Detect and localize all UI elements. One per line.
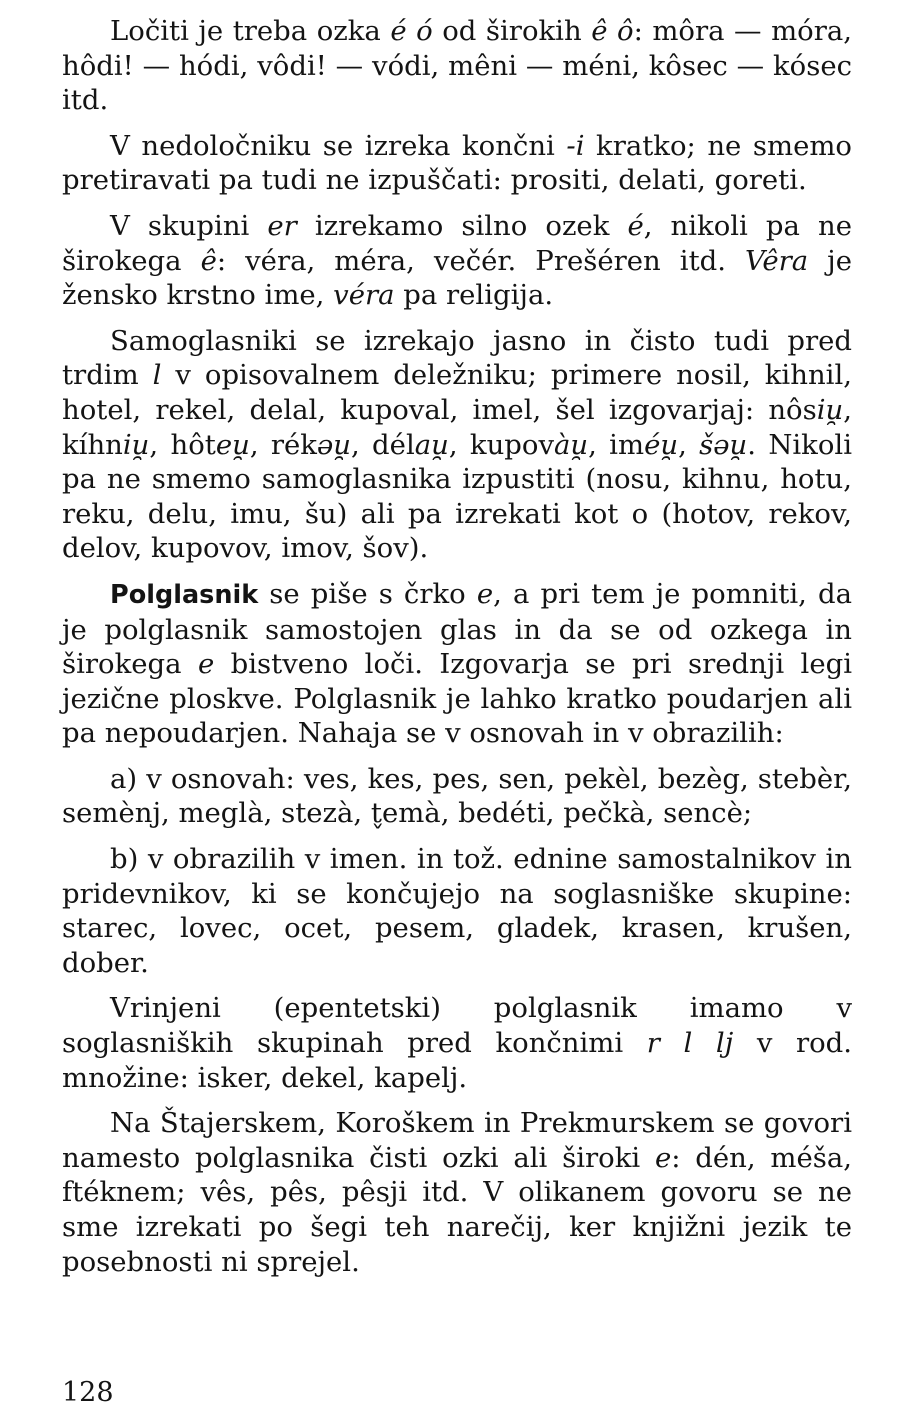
italic-run: ê ô <box>591 15 634 47</box>
text-run: bistveno loči. Izgovarja se pri srednji legi jezične ploskve. Polglasnik je lahko kratko poudarjen ali pa nepoudarjen. Nahaja se v osnovah in v obrazilih: <box>62 648 853 750</box>
text-run: V skupini <box>110 209 268 242</box>
paragraph <box>62 991 852 1095</box>
text-run: , hôt <box>149 428 216 461</box>
italic-run: au̯ <box>414 428 449 461</box>
italic-run: eu̯ <box>215 428 250 461</box>
list-item <box>62 762 852 831</box>
text-run: , a pri tem je pomniti, da je polglasnik samostojen glas in da se od ozkega in širokega <box>62 577 852 681</box>
page-number: 128 <box>62 1377 114 1408</box>
text-run: v rod. množine: isker, dekel, kapelj. <box>62 1027 852 1094</box>
italic-run: er <box>267 209 297 242</box>
text-run: b) v obrazilih v imen. in tož. ednine samostalnikov in pridevnikov, ki se končujejo na soglasniške skupine: starec, lovec, ocet, pesem, gladek, krasen, krušen, dober. <box>62 843 852 979</box>
italic-run: l <box>152 359 162 392</box>
text-run: , rék <box>249 428 317 461</box>
text-run: , im <box>588 428 645 461</box>
text-run: v opisovalnem deležniku; primere nosil, kihnil, hotel, rekel, delal, kupoval, imel, šel izgovarjaj: nôs <box>62 359 852 426</box>
paragraph <box>62 14 852 118</box>
text-run: kratko; ne smemo pretiravati pa tudi ne izpuščati: prositi, delati, goreti. <box>62 129 852 197</box>
text-run: , kupov <box>448 428 554 461</box>
italic-run: əu̯ <box>316 428 351 461</box>
paragraph <box>62 209 852 313</box>
text-run: , dél <box>350 428 415 461</box>
italic-run: e <box>197 648 215 681</box>
text-run: pa religija. <box>394 279 554 312</box>
italic-run: véra <box>333 279 395 312</box>
text-run: , kíhn <box>62 393 852 461</box>
text-run: od širokih <box>432 15 592 47</box>
text-run: . Nikoli pa ne smemo samoglasnika izpustiti (nosu, kihnu, hotu, reku, delu, imu, šu) ali pa izrekati kot o (hotov, rekov, delov, kupovov, imov, šov). <box>62 428 852 565</box>
text-run: je žensko krstno ime, <box>62 244 852 312</box>
text-run: Samoglasniki se izrekajo jasno in čisto tudi pred trdim <box>62 324 852 392</box>
text-run: : dén, méša, ftéknem; vês, pês, pêsji itd. V olikanem govoru se ne sme izrekati po šegi teh narečij, ker knjižni jezik te posebnosti ni sprejel. <box>62 1141 852 1278</box>
page-body <box>62 14 852 1290</box>
italic-run: iu̯ <box>122 428 150 461</box>
text-run: Ločiti je treba ozka <box>110 15 391 47</box>
italic-run: Vêra <box>745 244 809 277</box>
paragraph <box>62 129 852 198</box>
italic-run: e <box>476 577 494 610</box>
text-run: se piše s črko <box>258 577 477 610</box>
list-item <box>62 842 852 980</box>
text-run: : véra, méra, večér. Prešéren itd. <box>216 244 745 277</box>
paragraph <box>62 1106 852 1279</box>
italic-run: é <box>627 209 644 242</box>
paragraph <box>62 324 852 566</box>
italic-run: iu̯ <box>816 393 844 426</box>
italic-run: é ó <box>390 15 433 47</box>
italic-run: e <box>654 1141 672 1174</box>
italic-run: àu̯ <box>554 428 589 461</box>
italic-run: šəu̯ <box>699 428 748 461</box>
italic-run: -i <box>566 129 585 162</box>
text-run: izrekamo silno ozek <box>296 209 628 242</box>
text-run: Na Štajerskem, Koroškem in Prekmurskem se govori namesto polglasnika čisti ozki ali široki <box>62 1107 852 1174</box>
text-run: Vrinjeni (epentetski) polglasnik imamo v soglasniških skupinah pred končnimi <box>62 992 852 1060</box>
italic-run: r l lj <box>646 1027 734 1060</box>
text-run: : môra — móra, hôdi! — hódi, vôdi! — vódi, mêni — méni, kôsec — kósec itd. <box>62 15 852 117</box>
text-run: , nikoli pa ne širokega <box>62 209 852 277</box>
italic-run: ê <box>200 244 217 277</box>
paragraph <box>62 577 852 751</box>
italic-run: éu̯ <box>644 428 679 461</box>
term-heading: Polglasnik <box>110 579 259 610</box>
text-run: V nedoločniku se izreka končni <box>110 129 567 162</box>
text-run: , <box>678 428 700 461</box>
text-run: a) v osnovah: ves, kes, pes, sen, pekèl, bezèg, stebèr, semènj, meglà, stezà, t̬emà, bedéti, pečkà, sencè; <box>62 762 852 830</box>
